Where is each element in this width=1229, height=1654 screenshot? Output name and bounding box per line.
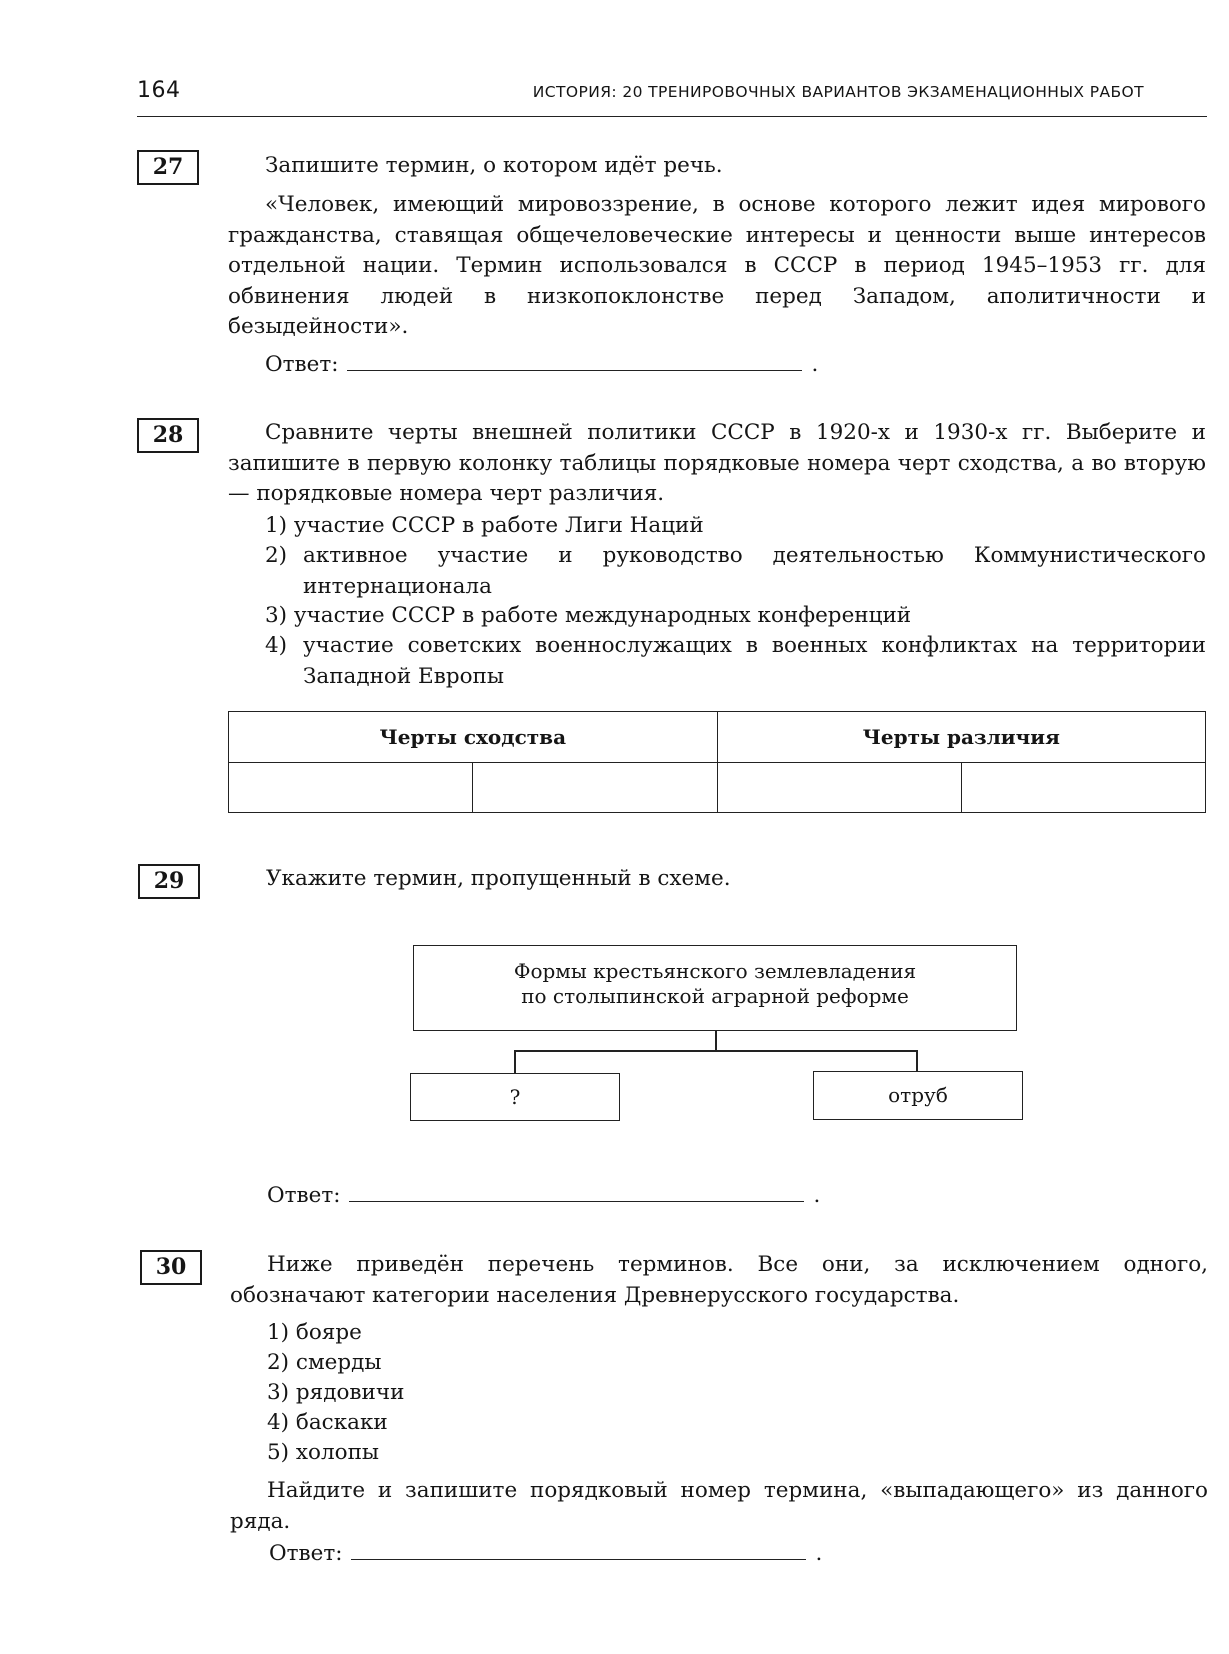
list-item: 3) участие СССР в работе международных конференций [265,603,912,628]
answer-end: . [811,352,819,377]
list-item: 5) холопы [267,1440,380,1465]
answer-cell[interactable] [961,763,1205,813]
task-30-prompt: Ниже приведён перечень терминов. Все они, за исключением одного, обозначают категории населения Древнерусского государства. [230,1252,1208,1308]
answer-end: . [815,1541,823,1566]
scheme-root-box: Формы крестьянского землевладения по столыпинской аграрной реформе [413,945,1017,1031]
list-item: 4) баскаки [267,1410,388,1435]
task-27-prompt: Запишите термин, о котором идёт речь. [265,153,723,178]
task-28-number: 28 [137,418,199,453]
list-item: 3) рядовичи [267,1380,405,1405]
scheme-otrub-box: отруб [813,1071,1023,1120]
task-27-number: 27 [137,150,199,185]
task-27-quote: «Человек, имеющий мировоззрение, в основе которого лежит идея мирового гражданства, ставящая общечеловеческие интересы и ценности выше интересов отдельной нации. Термин использовался в СССР в период 1945–1953 гг. для обвинения людей в низкопоклонстве перед Западом, аполитичности и безыдейности». [228,192,1206,339]
task-28-prompt: Сравните черты внешней политики СССР в 1920-х и 1930-х гг. Выберите и запишите в первую колонку таблицы порядковые номера черт сходства, а во вторую — порядковые номера черт различия. [228,420,1206,506]
table-header-differences: Черты различия [717,712,1206,763]
header-divider [137,116,1207,117]
answer-label: Ответ: [267,1183,341,1208]
scheme-connector [514,1050,917,1052]
list-item: 1) бояре [267,1320,362,1345]
scheme-connector [715,1031,717,1051]
task-30-answer [269,1541,822,1566]
answer-line[interactable] [349,1200,804,1202]
running-title: ИСТОРИЯ: 20 ТРЕНИРОВОЧНЫХ ВАРИАНТОВ ЭКЗАМЕНАЦИОННЫХ РАБОТ [532,83,1144,101]
list-item: 1) участие СССР в работе Лиги Наций [265,513,704,538]
page-number: 164 [137,78,181,103]
task-29-prompt: Укажите термин, пропущенный в схеме. [266,866,731,891]
list-item: 2) смерды [267,1350,382,1375]
scheme-connector [514,1050,516,1073]
task-29-number: 29 [138,864,200,899]
task-29-answer [267,1183,820,1208]
task-27-answer [265,352,818,377]
answer-line[interactable] [347,369,802,371]
scheme-connector [916,1050,918,1072]
answer-cell[interactable] [229,763,473,813]
task-30-instruction: Найдите и запишите порядковый номер термина, «выпадающего» из данного ряда. [230,1478,1208,1534]
task-30-number: 30 [140,1250,202,1285]
answer-label: Ответ: [265,352,339,377]
answer-cell[interactable] [473,763,717,813]
answer-line[interactable] [351,1558,806,1560]
scheme-missing-term-box: ? [410,1073,620,1121]
answer-end: . [813,1183,821,1208]
answer-cell[interactable] [717,763,961,813]
answer-label: Ответ: [269,1541,343,1566]
table-header-similarities: Черты сходства [229,712,718,763]
task-28-answer-table [228,711,1206,813]
